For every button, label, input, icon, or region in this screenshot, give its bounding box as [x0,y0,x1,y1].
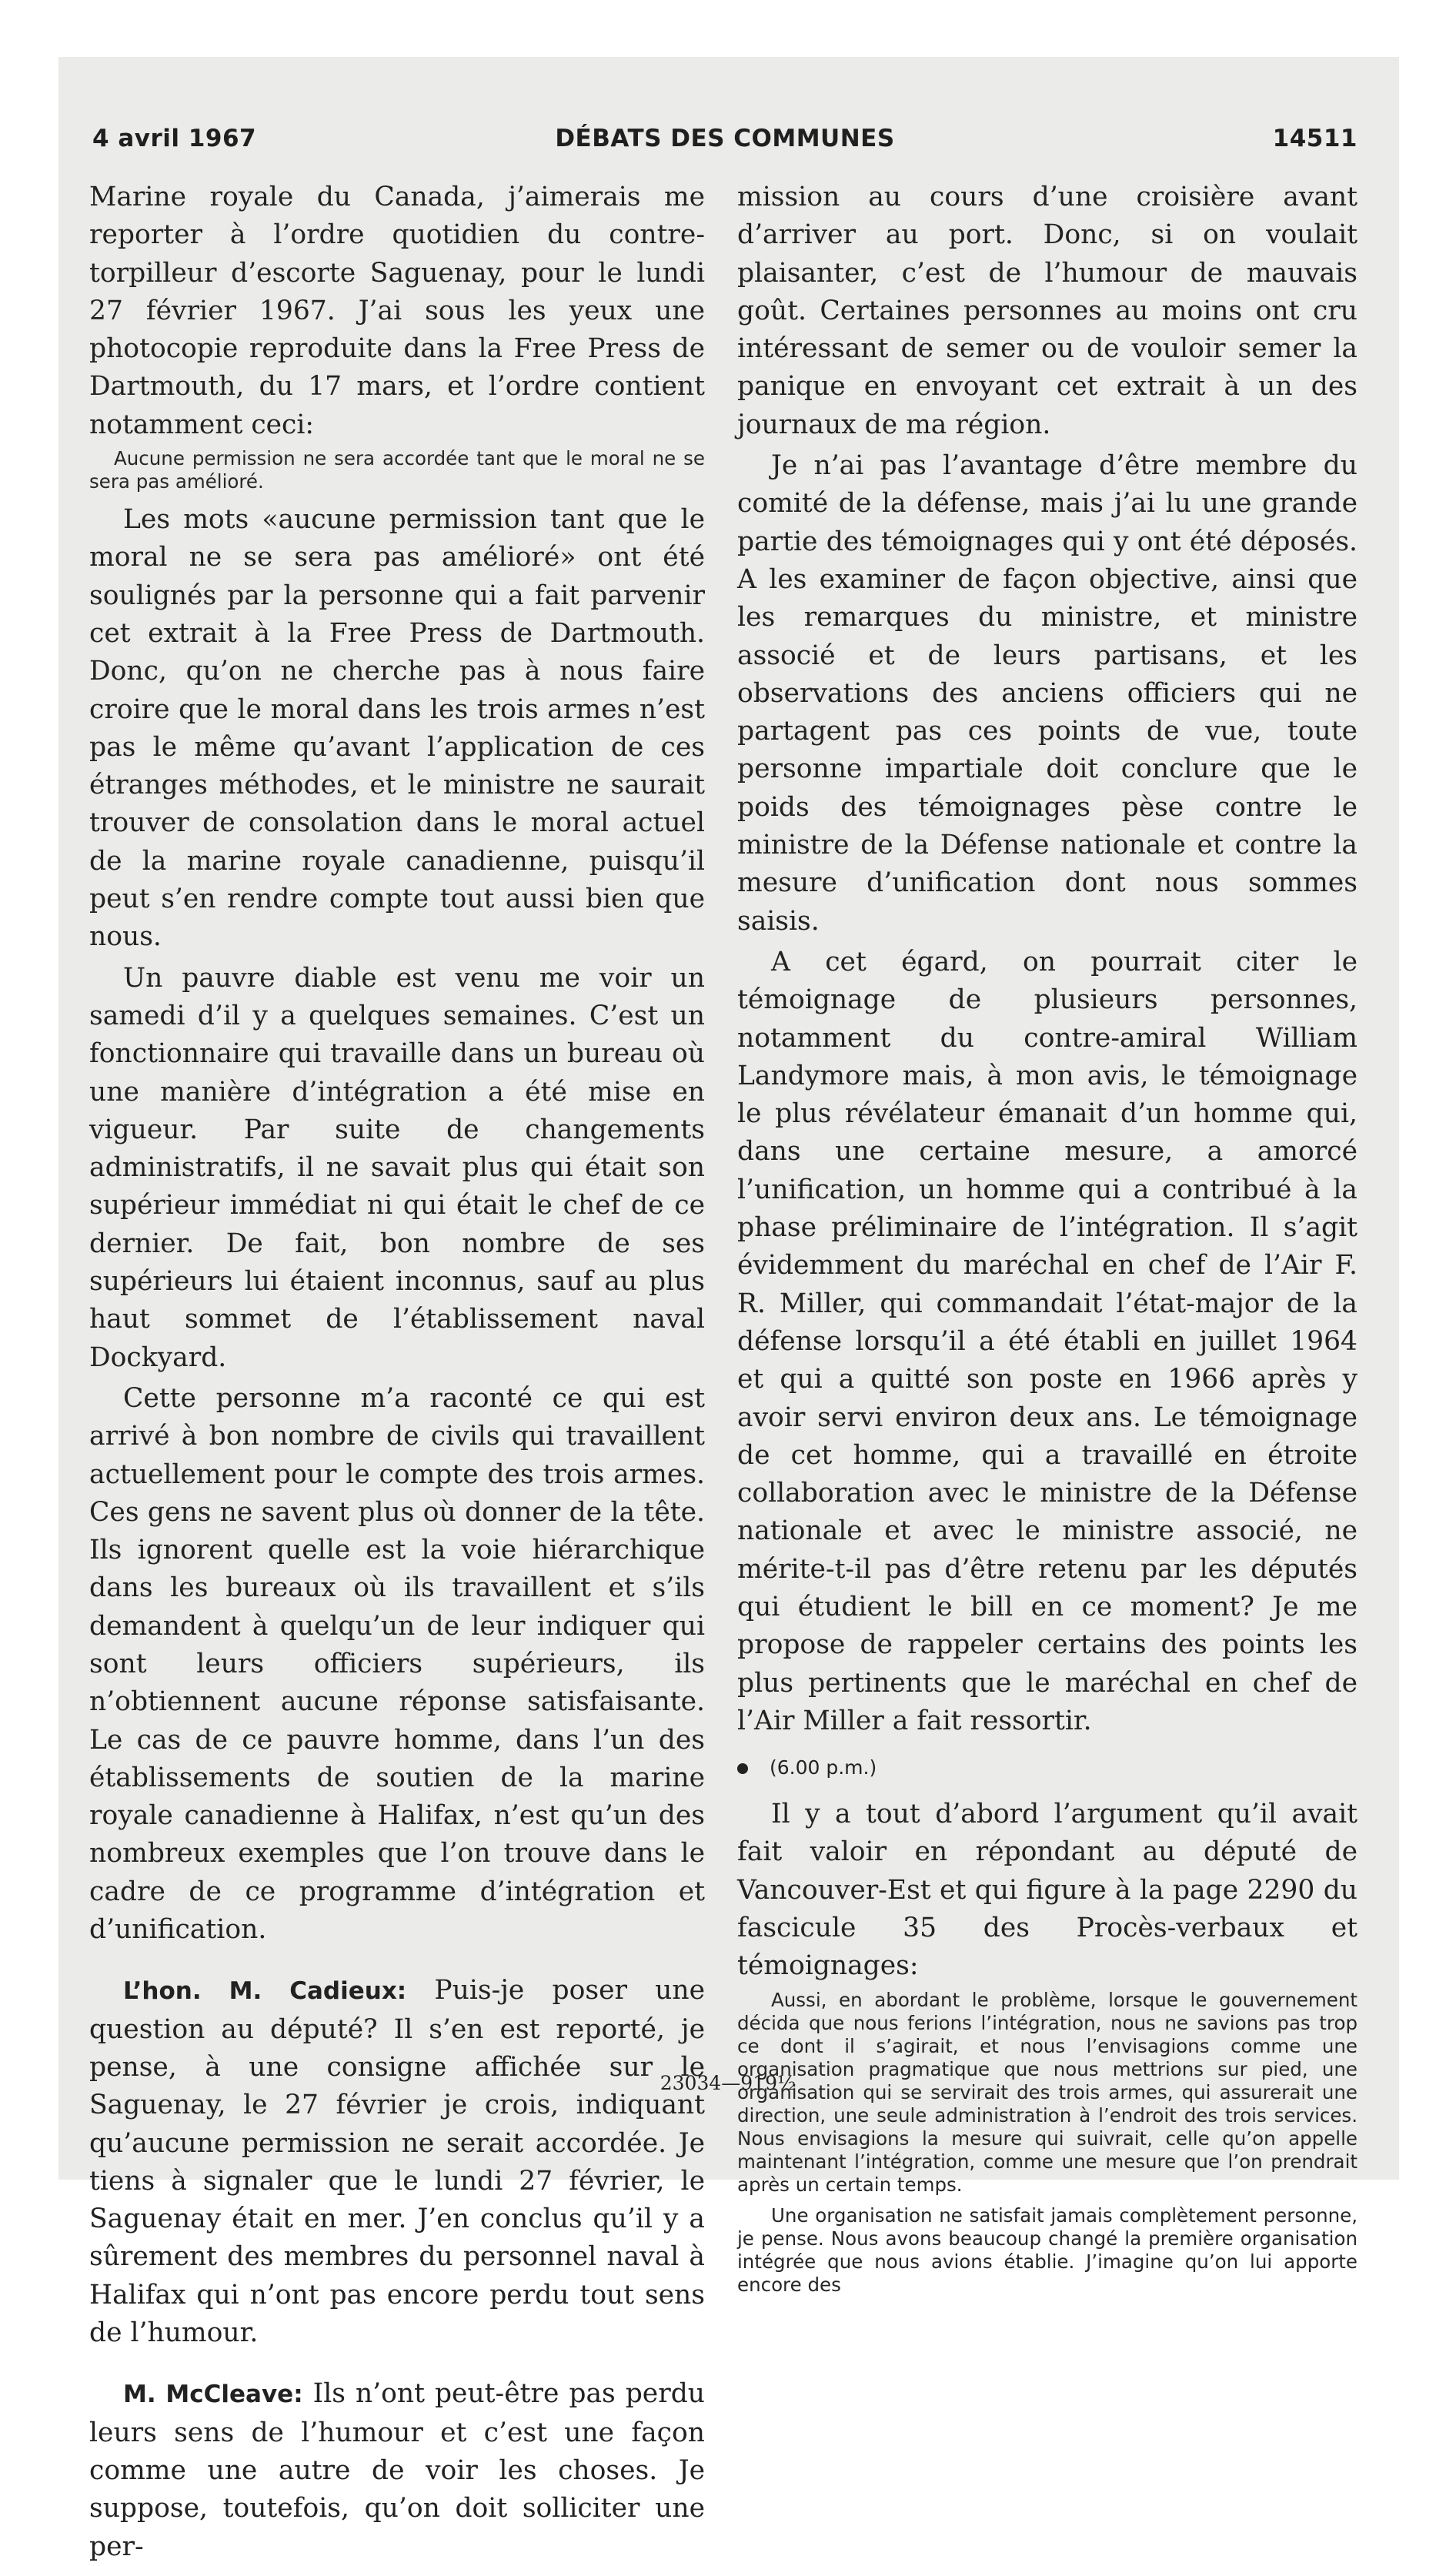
left-column [89,179,706,2562]
speaker-name: L’hon. M. Cadieux: [123,1977,407,2006]
bullet-icon [737,1763,748,1774]
block-quote: Une organisation ne satisfait jamais complètement personne, je pense. Nous avons beaucoup changé la première organisation intégrée que nous avions établie. J’imagine qu’on lui apporte encore des [737,2203,1357,2296]
paragraph: Cette personne m’a raconté ce qui est arrivé à bon nombre de civils qui travaillent actuellement pour le compte des trois armes. Ces gens ne savent plus où donner de la tête. Ils ignorent quelle est la voie hiérarchique dans les bureaux où ils travaillent et s’ils demandent à quelqu’un de leur indiquer qui sont leurs officiers supérieurs, ils n’obtiennent aucune réponse satisfaisante. Le cas de ce pauvre homme, dans l’un des établissements de soutien de la marine royale canadienne à Halifax, n’est qu’un des nombreux exemples que l’on trouve dans le cadre de ce programme d’intégration et d’unification. [89,1382,705,1946]
paragraph: A cet égard, on pourrait citer le témoignage de plusieurs personnes, notamment du contre-amiral William Landymore mais, à mon avis, le témoignage le plus révélateur émanait d’un homme qui, dans une certaine mesure, a amorcé l’unification, un homme qui a contribué à la phase préliminaire de l’intégration. Il s’agit évidemment du maréchal en chef de l’Air F. R. Miller, qui commandait l’état-major de la défense lorsqu’il a été établi en juillet 1964 et qui a quitté son poste en 1966 après y avoir servi environ deux ans. Le témoignage de cet homme, qui a travaillé en étroite collaboration avec le ministre de la Défense nationale et avec le ministre associé, ne mérite-t-il pas d’être retenu par les députés qui étudient le bill en ce moment? Je me propose de rappeler certains des points les plus pertinents que le maréchal en chef de l’Air Miller a fait ressortir. [737,946,1357,1736]
block-quote: Aucune permission ne sera accordée tant que le moral ne se sera pas amélioré. [89,447,705,493]
time-marker [737,1752,1357,1783]
header-page-number: 14511 [1272,125,1357,152]
block-quote: Aussi, en abordant le problème, lorsque le gouvernement décida que nous ferions l’intégration, nous ne savions pas trop ce dont il s’agirait, et nous l’envisagions comme une organisation pragmatique que nous mettrions sur pied, une organisation qui se servirait des trois armes, qui assurerait une direction, une seule administration à l’endroit des trois services. Nous envisagions la mesure qui suivrait, celle qu’on appelle maintenant l’intégration, comme une mesure que l’on prendrait après un certain temps. [737,1988,1357,2196]
header-title: DÉBATS DES COMMUNES [555,125,895,152]
speech-mccleave [89,2375,705,2565]
paragraph: Il y a tout d’abord l’argument qu’il avait fait valoir en répondant au député de Vancouver-Est et qui figure à la page 2290 du fascicule 35 des Procès-verbaux et témoignages: [737,1799,1357,1982]
header-date: 4 avril 1967 [92,125,257,152]
paragraph: mission au cours d’une croisière avant d’arriver au port. Donc, si on voulait plaisanter, c’est de l’humour de mauvais goût. Certaines personnes au moins ont cru intéressant de semer ou de vouloir semer la panique en envoyant cet extrait à un des journaux de ma région. [737,182,1357,440]
paragraph: Les mots «aucune permission tant que le moral ne se sera pas amélioré» ont été soulignés par la personne qui a fait parvenir cet extrait à la Free Press de Dartmouth. Donc, qu’on ne cherche pas à nous faire croire que le moral dans les trois armes n’est pas le même qu’avant l’application de ces étranges méthodes, et le ministre ne saurait trouver de consolation dans le moral actuel de la marine royale canadienne, puisqu’il peut s’en rendre compte tout aussi bien que nous. [89,504,705,953]
speech-cadieux [89,1972,705,2352]
speaker-name: M. McCleave: [123,2381,303,2409]
right-column [737,179,1357,2296]
paragraph: Un pauvre diable est venu me voir un samedi d’il y a quelques semaines. C’est un fonctionnaire qui travaille dans un bureau où une manière d’intégration a été mise en vigueur. Par suite de changements administratifs, il ne savait plus qui était son supérieur immédiat ni qui était le chef de ce dernier. De fait, bon nombre de ses supérieurs lui étaient inconnus, sauf au plus haut sommet de l’établissement naval Dockyard. [89,962,705,1373]
page-footer-code: 23034—919½ [660,2072,796,2094]
time-text: (6.00 p.m.) [770,1756,877,1779]
paragraph: Marine royale du Canada, j’aimerais me reporter à l’ordre quotidien du contre-torpilleur d’escorte Saguenay, pour le lundi 27 février 1967. J’ai sous les yeux une photocopie reproduite dans la Free Press de Dartmouth, du 17 mars, et l’ordre contient notamment ceci: [89,182,705,440]
paragraph: Je n’ai pas l’avantage d’être membre du comité de la défense, mais j’ai lu une grande partie des témoignages qui y ont été déposés. A les examiner de façon objective, ainsi que les remarques du ministre, et ministre associé et de leurs partisans, et les observations des anciens officiers qui ne partagent pas ces points de vue, toute personne impartiale doit conclure que le poids des témoignages pèse contre le ministre de la Défense nationale et contre la mesure d’unification dont nous sommes saisis. [737,450,1357,937]
speech-text: Ils n’ont peut-être pas perdu leurs sens de l’humour et c’est une façon comme une autre de voir les choses. Je suppose, toutefois, qu’on doit solliciter une per- [89,2378,705,2562]
page-header [92,125,1357,163]
speech-text: Puis-je poser une question au député? Il s’en est reporté, je pense, à une consigne affichée sur le Saguenay, le 27 février je crois, indiquant qu’aucune permission ne serait accordée. Je tiens à signaler que le lundi 27 février, le Saguenay était en mer. J’en conclus qu’il y a sûrement des membres du personnel naval à Halifax qui n’ont pas encore perdu tout sens de l’humour. [89,1975,706,2349]
